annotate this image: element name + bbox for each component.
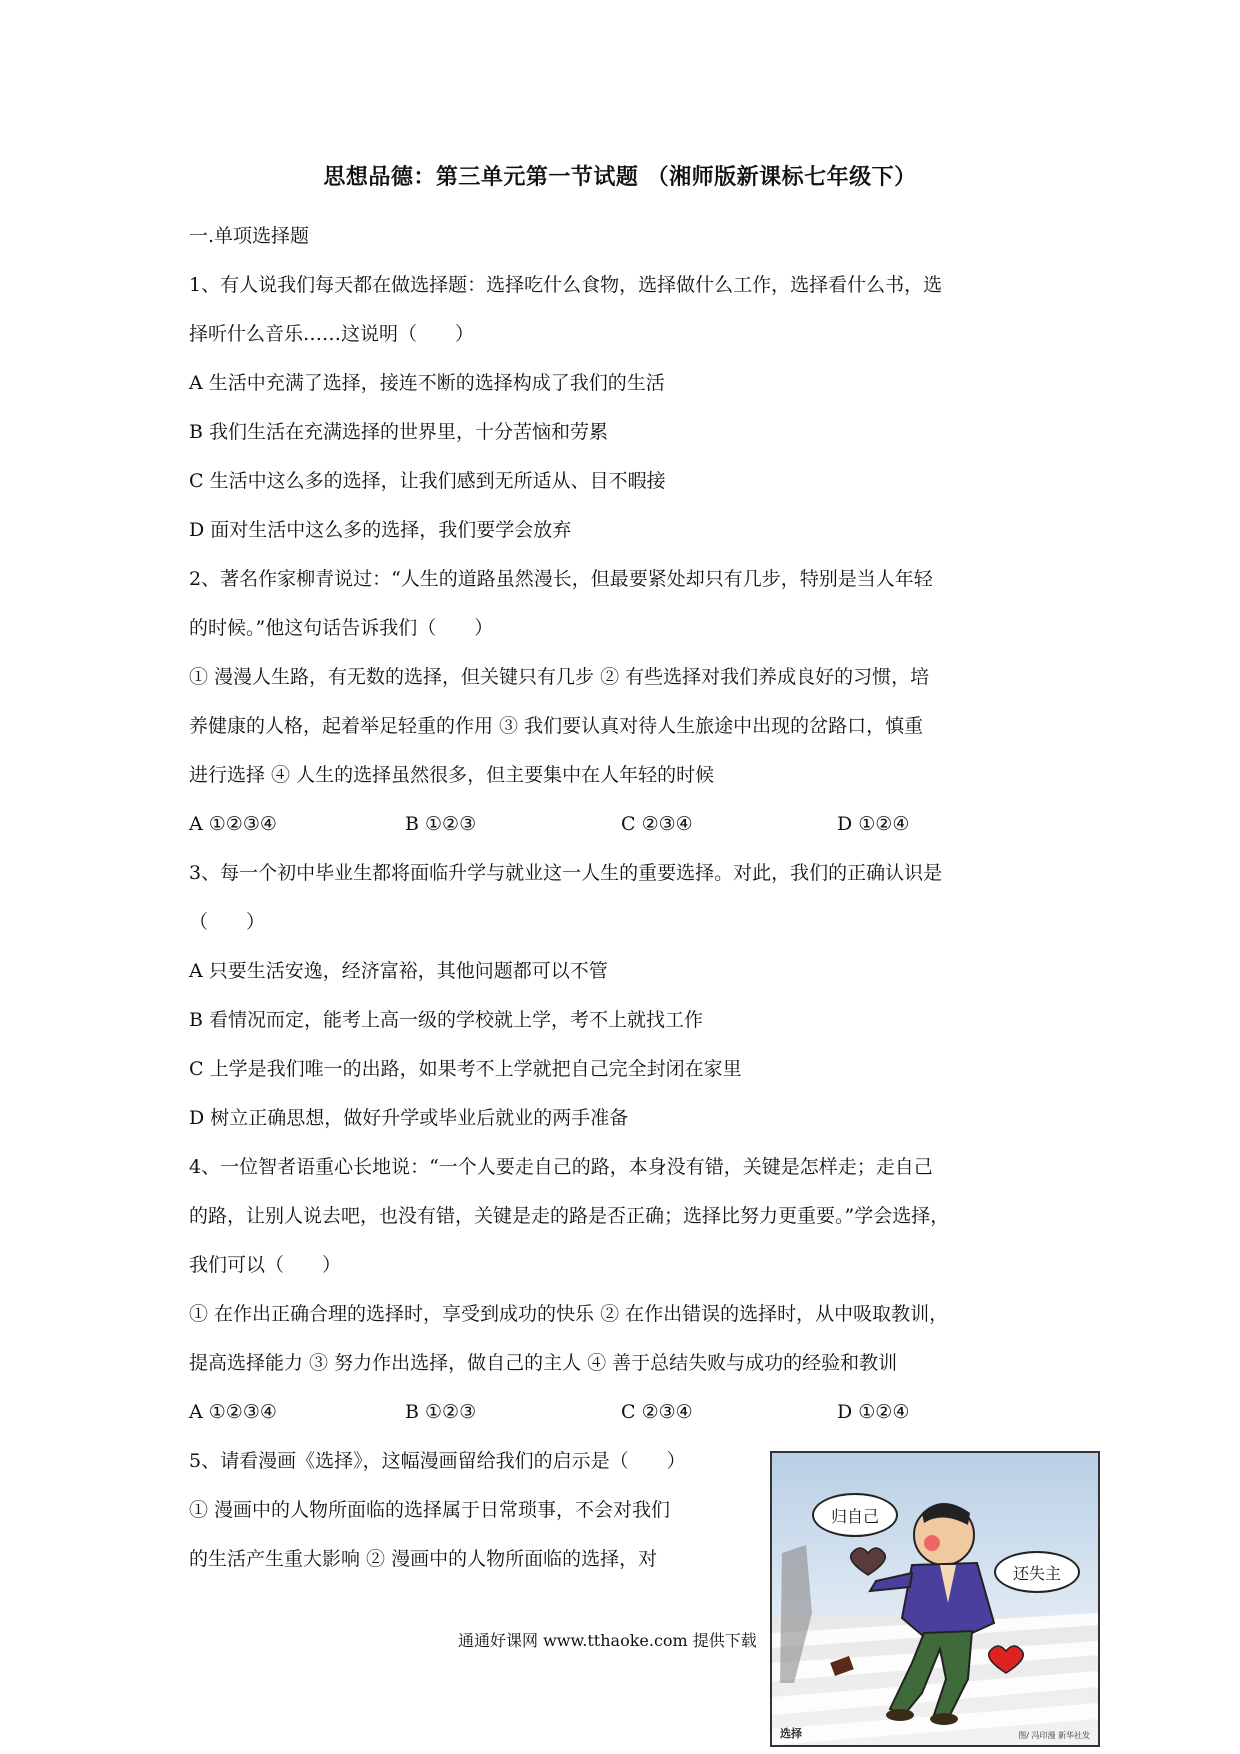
question-2-option-a: A ①②③④: [189, 813, 277, 835]
question-2-statements-line-2: 养健康的人格，起着举足轻重的作用 ③ 我们要认真对待人生旅途中出现的岔路口，慎重: [189, 715, 924, 737]
question-1-option-b: B 我们生活在充满选择的世界里，十分苦恼和劳累: [189, 421, 609, 443]
question-1-stem-line-1: 1、有人说我们每天都在做选择题：选择吃什么食物，选择做什么工作，选择看什么书，选: [189, 274, 943, 296]
question-1-stem-line-2: 择听什么音乐……这说明（ ）: [189, 323, 475, 345]
question-4-options: [189, 1388, 1054, 1437]
question-2-statements-line-3: 进行选择 ④ 人生的选择虽然很多，但主要集中在人年轻的时候: [189, 764, 715, 786]
question-4-statements-line-2: 提高选择能力 ③ 努力作出选择，做自己的主人 ④ 善于总结失败与成功的经验和教训: [189, 1352, 898, 1374]
speech-bubble-right: 还失主: [994, 1551, 1080, 1593]
question-1-option-c: C 生活中这么多的选择，让我们感到无所适从、目不暇接: [189, 470, 666, 492]
document-body: [189, 212, 1054, 1584]
question-2-stem-line-2: 的时候。”他这句话告诉我们（ ）: [189, 617, 494, 639]
question-2-options: [189, 800, 1054, 849]
question-3: [189, 849, 1054, 1143]
footer-source: 通通好课网 www.tthaoke.com 提供下载: [458, 1631, 757, 1650]
question-5-statements-line-2: 的生活产生重大影响 ② 漫画中的人物所面临的选择，对: [189, 1548, 658, 1570]
question-5-stem: 5、请看漫画《选择》，这幅漫画留给我们的启示是（ ）: [189, 1450, 686, 1472]
section-heading: 一.单项选择题: [189, 225, 310, 247]
question-3-option-b: B 看情况而定，能考上高一级的学校就上学，考不上就找工作: [189, 1009, 704, 1031]
question-3-option-c: C 上学是我们唯一的出路，如果考不上学就把自己完全封闭在家里: [189, 1058, 742, 1080]
cartoon-illustration: [772, 1453, 1098, 1745]
question-4-statements-line-1: ① 在作出正确合理的选择时，享受到成功的快乐 ② 在作出错误的选择时，从中吸取教训，: [189, 1303, 949, 1325]
question-2-option-b: B ①②③: [405, 813, 477, 835]
question-4: [189, 1143, 1054, 1437]
question-2-option-d: D ①②④: [837, 813, 910, 835]
question-4-option-d: D ①②④: [837, 1401, 910, 1423]
question-4-stem-line-2: 的路，让别人说去吧，也没有错，关键是走的路是否正确；选择比努力更重要。”学会选择，: [189, 1205, 950, 1227]
question-5-statements-line-1: ① 漫画中的人物所面临的选择属于日常琐事，不会对我们: [189, 1499, 671, 1521]
cartoon-credit: 图/ 冯印漫 新华社发: [1018, 1731, 1090, 1740]
question-2-statements-line-1: ① 漫漫人生路，有无数的选择，但关键只有几步 ② 有些选择对我们养成良好的习惯，培: [189, 666, 930, 688]
question-3-stem-line-1: 3、每一个初中毕业生都将面临升学与就业这一人生的重要选择。对此，我们的正确认识是: [189, 862, 943, 884]
question-2-stem-line-1: 2、著名作家柳青说过：“人生的道路虽然漫长，但最要紧处却只有几步，特别是当人年轻: [189, 568, 933, 590]
question-4-stem-line-1: 4、一位智者语重心长地说：“一个人要走自己的路，本身没有错，关键是怎样走；走自己: [189, 1156, 933, 1178]
page-title: 思想品德：第三单元第一节试题 （湘师版新课标七年级下）: [323, 165, 917, 190]
question-1-option-a: A 生活中充满了选择，接连不断的选择构成了我们的生活: [189, 372, 665, 394]
cartoon-image: [770, 1451, 1100, 1747]
question-4-option-a: A ①②③④: [189, 1401, 277, 1423]
question-4-stem-line-3: 我们可以（ ）: [189, 1254, 342, 1276]
question-3-stem-line-2: （ ）: [189, 911, 266, 933]
question-1-option-d: D 面对生活中这么多的选择，我们要学会放弃: [189, 519, 572, 541]
cartoon-caption: 选择: [780, 1727, 802, 1740]
question-2: [189, 555, 1054, 849]
question-3-option-a: A 只要生活安逸，经济富裕，其他问题都可以不管: [189, 960, 608, 982]
question-4-option-c: C ②③④: [621, 1401, 693, 1423]
question-1: [189, 261, 1054, 555]
question-3-option-d: D 树立正确思想，做好升学或毕业后就业的两手准备: [189, 1107, 629, 1129]
question-4-option-b: B ①②③: [405, 1401, 477, 1423]
question-2-option-c: C ②③④: [621, 813, 693, 835]
speech-bubble-left: 归自己: [812, 1493, 898, 1537]
